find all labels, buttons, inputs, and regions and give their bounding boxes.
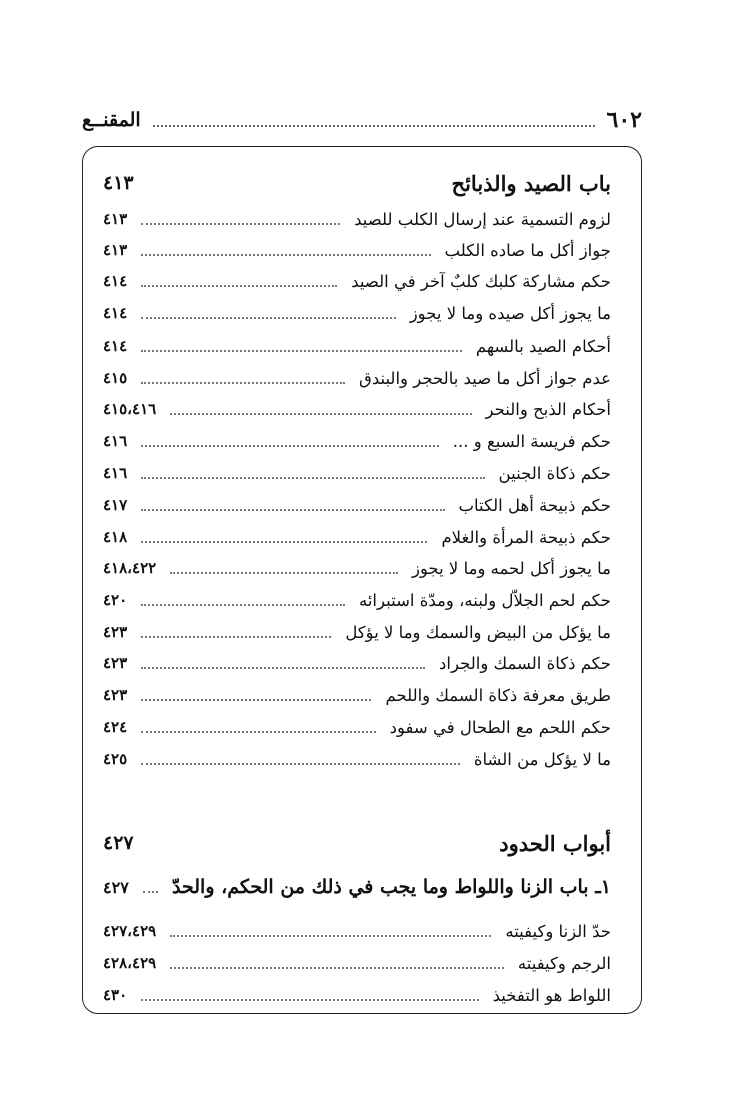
entry-title: حدّ الزنا وكيفيته xyxy=(505,921,611,941)
entry-title: حكم ذكاة الجنين xyxy=(498,463,611,483)
section-page: ٤٢٧ xyxy=(103,832,134,854)
toc-entry xyxy=(103,393,611,425)
section-title: أبواب الحدود xyxy=(499,830,611,856)
dotted-leader xyxy=(141,499,444,511)
entry-title: ما يجوز أكل صيده وما لا يجوز xyxy=(409,303,611,323)
entry-page: ٤٢٠ xyxy=(103,591,128,609)
entry-page: ٤٢٣ xyxy=(103,654,128,672)
dotted-leader xyxy=(141,340,462,352)
entry-page: ٤١٤ xyxy=(103,272,128,290)
toc-entry xyxy=(103,297,611,329)
dotted-leader xyxy=(141,626,331,638)
entry-title: الرجم وكيفيته xyxy=(517,953,611,973)
entry-title: حكم اللحم مع الطحال في سفود xyxy=(389,717,611,737)
entry-title: ما يجوز أكل لحمه وما لا يجوز xyxy=(411,558,611,578)
entry-page: ٤١٤ xyxy=(103,304,128,322)
entry-title: ما لا يؤكل من الشاة xyxy=(473,749,611,769)
entry-page: ٤٢٧،٤٢٩ xyxy=(103,922,157,940)
contents-box xyxy=(82,146,642,1014)
toc-entry xyxy=(103,362,611,394)
toc-entry xyxy=(103,679,611,711)
entry-page: ٤٢٤ xyxy=(103,718,128,736)
entry-title: حكم ذبيحة المرأة والغلام xyxy=(441,527,611,547)
entry-title: ما يؤكل من البيض والسمك وما لا يؤكل xyxy=(345,622,611,642)
toc-entry xyxy=(103,425,611,457)
section-heading-hunting xyxy=(103,167,611,199)
toc-entry xyxy=(103,743,611,775)
dotted-leader xyxy=(141,307,396,319)
dotted-leader xyxy=(170,957,504,969)
dotted-leader xyxy=(141,721,375,733)
dotted-leader xyxy=(170,562,398,574)
dotted-leader xyxy=(141,531,427,543)
subsection-page: ٤٢٧ xyxy=(103,877,129,897)
entry-page: ٤١٨،٤٢٢ xyxy=(103,559,157,577)
entry-page: ٤١٥،٤١٦ xyxy=(103,400,157,418)
toc-entry xyxy=(103,552,611,584)
toc-entry xyxy=(103,203,611,235)
dotted-leader xyxy=(141,213,340,225)
dotted-leader xyxy=(141,435,439,447)
toc-entry xyxy=(103,234,611,266)
entry-title: حكم فريسة السبع و ... xyxy=(452,431,611,451)
dotted-leader xyxy=(141,657,425,669)
entry-page: ٤١٦ xyxy=(103,464,128,482)
dotted-leader xyxy=(141,372,345,384)
book-title: المقنــع xyxy=(82,109,141,131)
running-header xyxy=(82,104,642,136)
dotted-leader xyxy=(170,403,471,415)
entry-page: ٤١٥ xyxy=(103,369,128,387)
subsection-title: ١ـ باب الزنا واللواط وما يجب في ذلك من الحكم، والحدّ xyxy=(172,876,611,898)
entry-page: ٤١٤ xyxy=(103,337,128,355)
entry-page: ٤١٣ xyxy=(103,210,128,228)
entry-page: ٤٢٣ xyxy=(103,623,128,641)
entry-title: لزوم التسمية عند إرسال الكلب للصيد xyxy=(354,209,611,229)
entry-page: ٤١٣ xyxy=(103,241,128,259)
toc-entry xyxy=(103,979,611,1011)
entry-title: أحكام الذبح والنحر xyxy=(485,399,611,419)
toc-entry xyxy=(103,265,611,297)
toc-entry xyxy=(103,915,611,947)
toc-entry xyxy=(103,616,611,648)
toc-entry xyxy=(103,457,611,489)
section-heading-hudud xyxy=(103,827,611,859)
toc-entry xyxy=(103,489,611,521)
section-page: ٤١٣ xyxy=(103,172,134,194)
dotted-leader xyxy=(141,244,430,256)
toc-entry xyxy=(103,330,611,362)
entry-title: عدم جواز أكل ما صيد بالحجر والبندق xyxy=(359,368,611,388)
header-dotted-leader xyxy=(153,113,595,127)
toc-entry xyxy=(103,947,611,979)
dotted-leader xyxy=(141,689,371,701)
entry-page: ٤٢٨،٤٢٩ xyxy=(103,954,157,972)
toc-entry xyxy=(103,647,611,679)
entry-page: ٤١٧ xyxy=(103,496,128,514)
toc-entry xyxy=(103,521,611,553)
entry-title: حكم لحم الجلاّل ولبنه، ومدّة استبرائه xyxy=(358,590,611,610)
dotted-leader xyxy=(141,275,337,287)
entry-title: جواز أكل ما صاده الكلب xyxy=(444,240,611,260)
dotted-leader xyxy=(141,989,478,1001)
entry-title: أحكام الصيد بالسهم xyxy=(475,336,611,356)
dotted-leader xyxy=(170,925,491,937)
dotted-leader xyxy=(143,881,158,893)
toc-entry xyxy=(103,711,611,743)
entry-page: ٤١٨ xyxy=(103,528,128,546)
entry-title: اللواط هو التفخيذ xyxy=(492,985,611,1005)
toc-entry xyxy=(103,584,611,616)
entry-title: حكم ذكاة السمك والجراد xyxy=(439,653,611,673)
dotted-leader xyxy=(141,467,484,479)
entry-page: ٤٢٣ xyxy=(103,686,128,704)
entry-page: ٤١٦ xyxy=(103,432,128,450)
page-number: ٦٠٢ xyxy=(606,107,642,133)
dotted-leader xyxy=(141,594,345,606)
entry-title: طريق معرفة ذكاة السمك واللحم xyxy=(385,685,611,705)
dotted-leader xyxy=(141,753,460,765)
entry-title: حكم ذبيحة أهل الكتاب xyxy=(458,495,611,515)
subsection-heading xyxy=(103,871,611,903)
section-title: باب الصيد والذبائح xyxy=(451,170,611,196)
entry-page: ٤٢٥ xyxy=(103,750,128,768)
entry-page: ٤٣٠ xyxy=(103,986,128,1004)
entry-title: حكم مشاركة كلبك كلبٌ آخر في الصيد xyxy=(351,271,611,291)
